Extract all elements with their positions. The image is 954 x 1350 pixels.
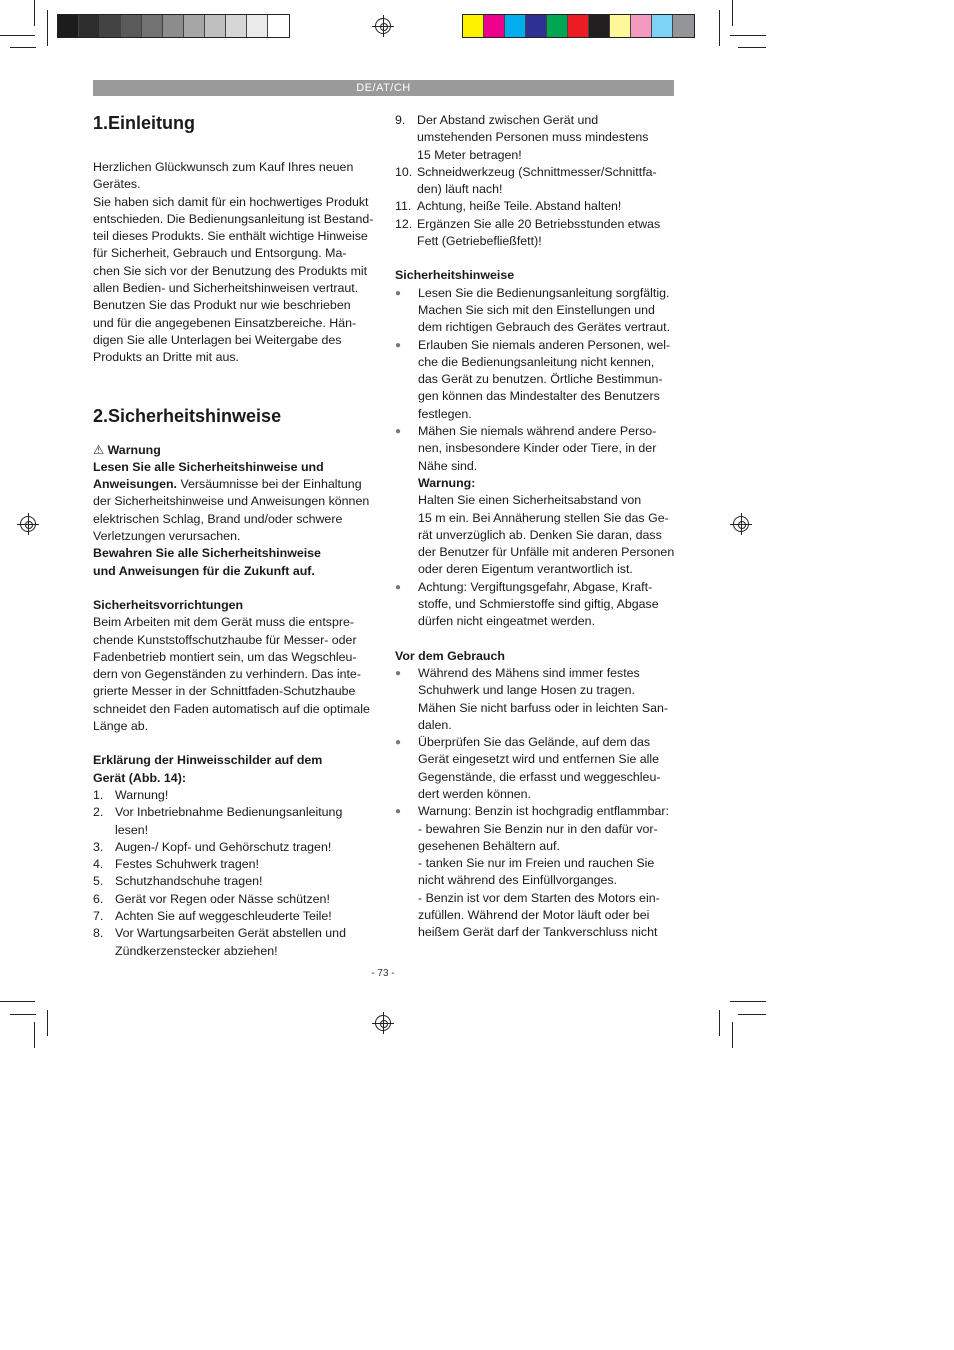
item-text: Mähen Sie nicht barfuss oder in leichten San- bbox=[418, 700, 669, 715]
item-text: - tanken Sie nur im Freien und rauchen Sie bbox=[418, 856, 655, 871]
color-swatch bbox=[610, 15, 631, 37]
item-text: - Benzin ist vor dem Starten des Motors ein- bbox=[418, 890, 660, 905]
crop-mark bbox=[47, 1010, 48, 1036]
color-swatch bbox=[205, 15, 226, 37]
color-swatch bbox=[121, 15, 142, 37]
bullet-item bbox=[395, 734, 685, 803]
numbered-item bbox=[93, 804, 383, 839]
crop-mark bbox=[738, 1014, 766, 1015]
item-number: 2. bbox=[93, 805, 104, 820]
color-swatch bbox=[79, 15, 100, 37]
color-swatch bbox=[673, 15, 694, 37]
text-line: 15 m ein. Bei Annäherung stellen Sie das Ge- bbox=[418, 510, 669, 525]
item-text: Mähen Sie niemals während andere Perso- bbox=[418, 424, 657, 439]
item-text: den) läuft nach! bbox=[417, 182, 503, 197]
registration-mark bbox=[375, 18, 391, 34]
item-text: zufüllen. Während der Motor läuft oder bei bbox=[418, 908, 650, 923]
item-text: dert werden können. bbox=[418, 786, 531, 801]
text-line: chen Sie sich vor der Benutzung des Produkts mit bbox=[93, 263, 368, 278]
subheading-signs: Erklärung der Hinweisschilder auf dem bbox=[93, 753, 323, 768]
item-text: Vor Wartungsarbeiten Gerät abstellen und bbox=[115, 926, 346, 941]
crop-mark bbox=[10, 47, 36, 48]
safety-devices-text bbox=[93, 614, 383, 735]
crop-mark bbox=[34, 0, 35, 26]
text-line: oder deren Eigentum verantwortlich ist. bbox=[418, 562, 633, 577]
item-number: 6. bbox=[93, 891, 104, 906]
item-text: heißem Gerät darf der Tankverschluss nicht bbox=[418, 925, 658, 940]
item-number: 8. bbox=[93, 926, 104, 941]
color-swatch bbox=[100, 15, 121, 37]
bullet-icon: ● bbox=[395, 806, 402, 818]
poison-warning bbox=[395, 579, 685, 631]
item-text: Gerät eingesetzt wird und entfernen Sie alle bbox=[418, 752, 660, 767]
text-line: der Sicherheitshinweise und Anweisungen können bbox=[93, 494, 370, 509]
signs-list bbox=[93, 787, 383, 960]
numbered-item bbox=[93, 787, 383, 804]
item-number: 7. bbox=[93, 908, 104, 923]
signs-list-continued bbox=[395, 112, 685, 250]
crop-mark bbox=[730, 1001, 766, 1002]
item-text: Machen Sie sich mit den Einstellungen und bbox=[418, 302, 655, 317]
subheading-safety: Sicherheitshinweise bbox=[395, 268, 515, 283]
color-swatch bbox=[226, 15, 247, 37]
numbered-item bbox=[395, 216, 685, 251]
item-text: Warnung: Benzin ist hochgradig entflammbar: bbox=[418, 804, 669, 819]
subheading-before-use: Vor dem Gebrauch bbox=[395, 648, 505, 663]
warning-block bbox=[395, 475, 685, 579]
item-number: 1. bbox=[93, 787, 104, 802]
page-number: - 73 - bbox=[371, 968, 395, 979]
text-line: schneidet den Faden automatisch auf die optimale bbox=[93, 701, 370, 716]
text-line: entschieden. Die Bedienungsanleitung ist Bestand- bbox=[93, 211, 374, 226]
item-text: festlegen. bbox=[418, 406, 472, 421]
item-text: Nähe sind. bbox=[418, 458, 478, 473]
item-text: das Gerät zu benutzen. Örtliche Bestimmun- bbox=[418, 372, 663, 387]
text-line: rät unverzüglich ab. Denken Sie daran, dass bbox=[418, 527, 662, 542]
subheading-signs: Gerät (Abb. 14): bbox=[93, 770, 186, 785]
color-swatch bbox=[142, 15, 163, 37]
item-text: Schutzhandschuhe tragen! bbox=[115, 874, 263, 889]
warning-bold-line: Lesen Sie alle Sicherheitshinweise und bbox=[93, 459, 324, 474]
bullet-icon: ● bbox=[395, 426, 402, 438]
item-number: 5. bbox=[93, 874, 104, 889]
color-swatch bbox=[268, 15, 289, 37]
crop-mark bbox=[0, 35, 35, 36]
item-text: Augen-/ Kopf- und Gehörschutz tragen! bbox=[115, 839, 332, 854]
color-swatch bbox=[589, 15, 610, 37]
item-text: Vor Inbetriebnahme Bedienungsanleitung bbox=[115, 805, 343, 820]
bullet-item bbox=[395, 665, 685, 734]
numbered-item bbox=[93, 839, 383, 856]
crop-mark bbox=[719, 10, 720, 46]
color-swatch bbox=[463, 15, 484, 37]
text-line: chende Kunststoffschutzhaube für Messer- oder bbox=[93, 632, 357, 647]
crop-mark bbox=[719, 1010, 720, 1036]
bullet-icon: ● bbox=[395, 581, 402, 593]
text-line: für Sicherheit, Gebrauch und Entsorgung. Ma- bbox=[93, 246, 347, 261]
item-text: umstehenden Personen muss mindestens bbox=[417, 130, 649, 145]
crop-mark bbox=[730, 35, 766, 36]
section-title-introduction: 1.Einleitung bbox=[93, 113, 196, 133]
bullet-icon: ● bbox=[395, 667, 402, 679]
item-text: Erlauben Sie niemals anderen Personen, wel- bbox=[418, 337, 671, 352]
color-swatch bbox=[526, 15, 547, 37]
text-line: Produkts an Dritte mit aus. bbox=[93, 350, 239, 365]
left-column bbox=[93, 112, 383, 960]
item-text: gen können das Mindestalter des Benutzers bbox=[418, 389, 660, 404]
keep-instructions-line: Bewahren Sie alle Sicherheitshinweise bbox=[93, 546, 321, 561]
right-column bbox=[395, 112, 685, 942]
text-line: grierte Messer in der Schnittfaden-Schutzhaube bbox=[93, 684, 356, 699]
before-use-list bbox=[395, 665, 685, 942]
item-text: Schuhwerk und lange Hosen zu tragen. bbox=[418, 683, 635, 698]
numbered-item bbox=[93, 891, 383, 908]
item-text: 15 Meter betragen! bbox=[417, 147, 522, 162]
text-line: der Benutzer für Unfälle mit anderen Personen bbox=[418, 545, 675, 560]
registration-mark bbox=[733, 516, 749, 532]
color-swatch bbox=[58, 15, 79, 37]
process-color-bar bbox=[462, 14, 695, 38]
color-swatch bbox=[568, 15, 589, 37]
bullet-item bbox=[395, 579, 685, 631]
item-text: Achtung: Vergiftungsgefahr, Abgase, Kraft- bbox=[418, 579, 653, 594]
region-header: DE/AT/CH bbox=[93, 80, 674, 96]
item-text: dem richtigen Gebrauch des Gerätes vertraut. bbox=[418, 320, 671, 335]
crop-mark bbox=[10, 1014, 36, 1015]
keep-instructions-line: und Anweisungen für die Zukunft auf. bbox=[93, 563, 315, 578]
crop-mark bbox=[47, 10, 48, 46]
item-text: lesen! bbox=[115, 822, 149, 837]
item-text: Ergänzen Sie alle 20 Betriebsstunden etwas bbox=[417, 216, 661, 231]
warning-heading: ⚠ Warnung bbox=[93, 442, 161, 457]
item-text: Fett (Getriebefließfett)! bbox=[417, 234, 542, 249]
item-text: Gerät vor Regen oder Nässe schützen! bbox=[115, 891, 330, 906]
bullet-item bbox=[395, 423, 685, 475]
color-swatch bbox=[505, 15, 526, 37]
color-swatch bbox=[163, 15, 184, 37]
grayscale-color-bar bbox=[57, 14, 290, 38]
item-text: Während des Mähens sind immer festes bbox=[418, 665, 640, 680]
item-number: 11. bbox=[395, 199, 412, 214]
crop-mark bbox=[732, 1022, 733, 1048]
item-number: 9. bbox=[395, 113, 406, 127]
color-swatch bbox=[184, 15, 205, 37]
crop-mark bbox=[0, 1001, 35, 1002]
item-text: dalen. bbox=[418, 717, 452, 732]
text-line: elektrischen Schlag, Brand und/oder schwere bbox=[93, 511, 343, 526]
crop-mark bbox=[732, 0, 733, 26]
item-number: 12. bbox=[395, 216, 413, 231]
item-number: 4. bbox=[93, 857, 104, 872]
text-line: Länge ab. bbox=[93, 719, 149, 734]
item-text: Gegenstände, die erfasst und weggeschleu- bbox=[418, 769, 661, 784]
bullet-item bbox=[395, 337, 685, 423]
numbered-item bbox=[93, 856, 383, 873]
warning-label: Warnung: bbox=[418, 475, 476, 490]
text-line: Beim Arbeiten mit dem Gerät muss die entspre- bbox=[93, 615, 354, 630]
text-line: Benutzen Sie das Produkt nur wie beschrieben bbox=[93, 298, 351, 313]
item-text: Warnung! bbox=[115, 787, 169, 802]
registration-mark bbox=[20, 516, 36, 532]
safety-list bbox=[395, 285, 685, 475]
bullet-item bbox=[395, 285, 685, 337]
numbered-item bbox=[93, 925, 383, 960]
item-text: Der Abstand zwischen Gerät und bbox=[417, 113, 599, 127]
item-text: - bewahren Sie Benzin nur in den dafür vor- bbox=[418, 821, 658, 836]
item-text: che die Bedienungsanleitung nicht kennen, bbox=[418, 354, 655, 369]
item-text: Schneidwerkzeug (Schnittmesser/Schnittfa- bbox=[417, 164, 657, 179]
text-line: Herzlichen Glückwunsch zum Kauf Ihres neuen bbox=[93, 160, 354, 174]
crop-mark bbox=[34, 1022, 35, 1048]
item-number: 10. bbox=[395, 164, 413, 179]
item-text: Festes Schuhwerk tragen! bbox=[115, 857, 259, 872]
text-line: und für die angegebenen Einsatzbereiche. Hän- bbox=[93, 315, 357, 330]
color-swatch bbox=[631, 15, 652, 37]
numbered-item bbox=[93, 908, 383, 925]
numbered-item bbox=[93, 873, 383, 890]
subheading-safety-devices: Sicherheitsvorrichtungen bbox=[93, 597, 244, 612]
item-text: Überprüfen Sie das Gelände, auf dem das bbox=[418, 735, 651, 750]
numbered-item bbox=[395, 112, 685, 164]
item-text: stoffe, und Schmierstoffe sind giftig, Abgase bbox=[418, 597, 659, 612]
item-text: Achtung, heiße Teile. Abstand halten! bbox=[417, 199, 622, 214]
registration-mark bbox=[375, 1015, 391, 1031]
bullet-icon: ● bbox=[395, 737, 402, 749]
color-swatch bbox=[652, 15, 673, 37]
item-text: Lesen Sie die Bedienungsanleitung sorgfältig. bbox=[418, 285, 670, 300]
text-line: Fadenbetrieb montiert sein, um das Wegschleu- bbox=[93, 649, 357, 664]
color-swatch bbox=[547, 15, 568, 37]
warning-icon: ⚠ bbox=[93, 442, 105, 457]
crop-mark bbox=[738, 47, 766, 48]
text-line: allen Bedien- und Sicherheitshinweisen vertraut. bbox=[93, 281, 359, 296]
text-line: Sie haben sich damit für ein hochwertiges Produkt bbox=[93, 194, 369, 209]
item-text: nicht während des Einfüllvorganges. bbox=[418, 873, 618, 888]
text-line: Gerätes. bbox=[93, 177, 141, 192]
text-line: digen Sie alle Unterlagen bei Weitergabe des bbox=[93, 332, 342, 347]
warning-line: Anweisungen. Versäumnisse bei der Einhaltung bbox=[93, 477, 362, 492]
item-text: nen, insbesondere Kinder oder Tiere, in der bbox=[418, 441, 657, 456]
item-text: gesehenen Behältern auf. bbox=[418, 838, 560, 853]
item-number: 3. bbox=[93, 839, 104, 854]
bullet-item bbox=[395, 803, 685, 941]
numbered-item bbox=[395, 164, 685, 199]
item-text: Zündkerzenstecker abziehen! bbox=[115, 943, 278, 958]
bullet-icon: ● bbox=[395, 339, 402, 351]
warning-text bbox=[93, 493, 383, 545]
item-text: dürfen nicht eingeatmet werden. bbox=[418, 614, 596, 629]
numbered-item bbox=[395, 198, 685, 215]
intro-paragraph bbox=[93, 159, 383, 367]
section-title-safety: 2.Sicherheitshinweise bbox=[93, 405, 282, 426]
text-line: Verletzungen verursachen. bbox=[93, 529, 241, 544]
text-line: dern von Gegenständen zu verhindern. Das inte- bbox=[93, 667, 361, 682]
color-swatch bbox=[484, 15, 505, 37]
color-swatch bbox=[247, 15, 268, 37]
text-line: Halten Sie einen Sicherheitsabstand von bbox=[418, 493, 642, 508]
item-text: Achten Sie auf weggeschleuderte Teile! bbox=[115, 908, 332, 923]
text-line: teil dieses Produkts. Sie enthält wichtige Hinweise bbox=[93, 229, 368, 244]
bullet-icon: ● bbox=[395, 287, 402, 299]
